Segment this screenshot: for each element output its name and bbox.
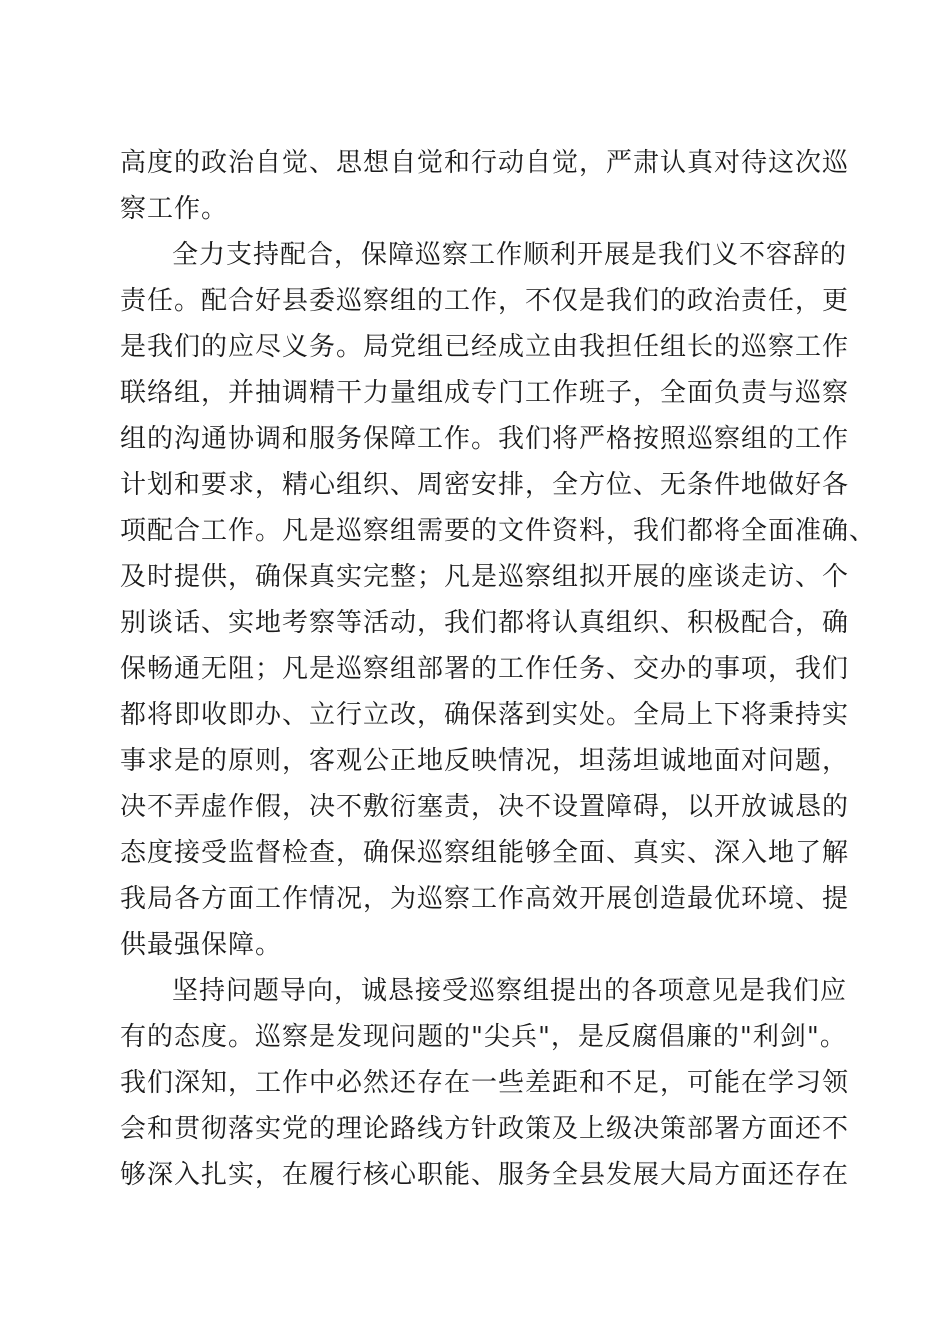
paragraph-1-line: 察工作。 (120, 194, 229, 224)
paragraph-2-line: 是我们的应尽义务。局党组已经成立由我担任组长的巡察工作 (120, 332, 850, 362)
paragraph-3-line: 有的态度。巡察是发现问题的"尖兵"，是反腐倡廉的"利剑"。 (120, 1022, 847, 1052)
paragraph-3-first-line: 坚持问题导向，诚恳接受巡察组提出的各项意见是我们应 (172, 976, 848, 1006)
paragraph-2-line: 供最强保障。 (120, 930, 283, 960)
document-body (120, 140, 877, 1198)
paragraph-2-line: 联络组，并抽调精干力量组成专门工作班子，全面负责与巡察 (120, 378, 850, 408)
paragraph-2-line: 保畅通无阻；凡是巡察组部署的工作任务、交办的事项，我们 (120, 654, 850, 684)
paragraph-2-line: 及时提供，确保真实完整；凡是巡察组拟开展的座谈走访、个 (120, 562, 850, 592)
paragraph-2-line: 组的沟通协调和服务保障工作。我们将严格按照巡察组的工作 (120, 424, 850, 454)
paragraph-2-line: 计划和要求，精心组织、周密安排，全方位、无条件地做好各 (120, 470, 850, 500)
paragraph-2-line: 我局各方面工作情况，为巡察工作高效开展创造最优环境、提 (120, 884, 850, 914)
paragraph-1-line: 高度的政治自觉、思想自觉和行动自觉，严肃认真对待这次巡 (120, 148, 850, 178)
paragraph-2-line: 决不弄虚作假，决不敷衍塞责，决不设置障碍，以开放诚恳的 (120, 792, 850, 822)
paragraph-2-line: 项配合工作。凡是巡察组需要的文件资料，我们都将全面准确、 (120, 516, 877, 546)
paragraph-3-line: 够深入扎实，在履行核心职能、服务全县发展大局方面还存在 (120, 1160, 850, 1190)
paragraph-2-line: 责任。配合好县委巡察组的工作，不仅是我们的政治责任，更 (120, 286, 850, 316)
paragraph-2-first-line: 全力支持配合，保障巡察工作顺利开展是我们义不容辞的 (172, 240, 848, 270)
paragraph-2-line: 事求是的原则，客观公正地反映情况，坦荡坦诚地面对问题， (120, 746, 850, 776)
paragraph-3-line: 我们深知，工作中必然还存在一些差距和不足，可能在学习领 (120, 1068, 850, 1098)
paragraph-2-line: 都将即收即办、立行立改，确保落到实处。全局上下将秉持实 (120, 700, 850, 730)
paragraph-2-line: 态度接受监督检查，确保巡察组能够全面、真实、深入地了解 (120, 838, 850, 868)
paragraph-2-line: 别谈话、实地考察等活动，我们都将认真组织、积极配合，确 (120, 608, 850, 638)
paragraph-3-line: 会和贯彻落实党的理论路线方针政策及上级决策部署方面还不 (120, 1114, 850, 1144)
